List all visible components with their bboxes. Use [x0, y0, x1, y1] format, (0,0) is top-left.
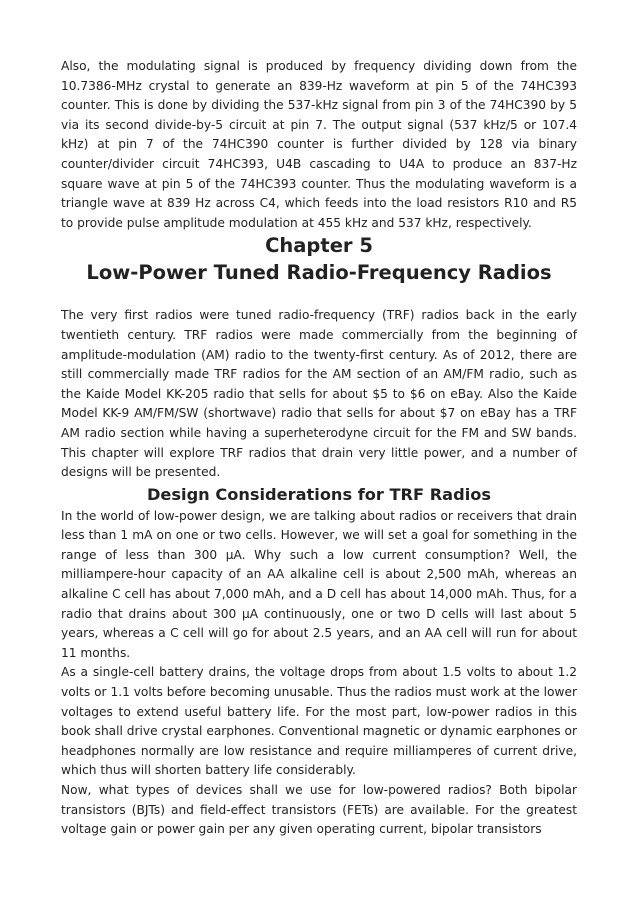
document-page	[61, 57, 577, 840]
chapter-number: Chapter 5	[265, 234, 373, 258]
intro-paragraph: Also, the modulating signal is produced by frequency dividing down from the 10.7386-MHz crystal to generate an 839-Hz waveform at pin 5 of the 74HC393 counter. This is done by dividing the 537-kHz signal from pin 3 of the 74HC390 by 5 via its second divide-by-5 circuit at pin 7. The output signal (537 kHz/5 or 107.4 kHz) at pin 7 of the 74HC390 counter is further divided by 128 via binary counter/divider circuit 74HC393, U4B cascading to U4A to produce an 837-Hz square wave at pin 5 of the 74HC393 counter. Thus the modulating waveform is a triangle wave at 839 Hz across C4, which feeds into the load resistors R10 and R5 to provide pulse amplitude modulation at 455 kHz and 537 kHz, respectively.	[61, 59, 577, 230]
section-paragraph-1: In the world of low-power design, we are talking about radios or receivers that drain less than 1 mA on one or two cells. However, we will set a goal for something in the range of less than 300 µA. Why such a low current consumption? Well, the milliampere-hour capacity of an AA alkaline cell is about 2,500 mAh, whereas an alkaline C cell has about 7,000 mAh, and a D cell has about 14,000 mAh. Thus, for a radio that drains about 300 µA continuously, one or two D cells will last about 5 years, whereas a C cell will go for about 2.5 years, and an AA cell will run for about 11 months.	[61, 508, 577, 660]
section-heading: Design Considerations for TRF Radios	[147, 484, 491, 504]
section-paragraph-3: Now, what types of devices shall we use for low-powered radios? Both bipolar transistors (BJTs) and field-effect transistors (FETs) are available. For the greatest voltage gain or power gain per any given operating current, bipolar transistors	[61, 783, 577, 837]
chapter-intro-paragraph: The very first radios were tuned radio-frequency (TRF) radios back in the early twentieth century. TRF radios were made commercially from the beginning of amplitude-modulation (AM) radio to the twenty-first century. As of 2012, there are still commercially made TRF radios for the AM section of an AM/FM radio, such as the Kaide Model KK-205 radio that sells for about $5 to $6 on eBay. Also the Kaide Model KK-9 AM/FM/SW (shortwave) radio that sells for about $7 on eBay has a TRF AM radio section while having a superheterodyne circuit for the FM and SW bands. This chapter will explore TRF radios that drain very little power, and a number of designs will be presented.	[61, 308, 577, 480]
chapter-spacer	[61, 286, 577, 306]
section-paragraph-2: As a single-cell battery drains, the voltage drops from about 1.5 volts to about 1.2 volts or 1.1 volts before becoming unusable. Thus the radios must work at the lower voltages to extend useful battery life. For the most part, low-power radios in this book shall drive crystal earphones. Conventional magnetic or dynamic earphones or headphones normally are low resistance and require milliamperes of current drive, which thus will shorten battery life considerably.	[61, 665, 577, 778]
chapter-title: Low-Power Tuned Radio-Frequency Radios	[86, 261, 552, 285]
